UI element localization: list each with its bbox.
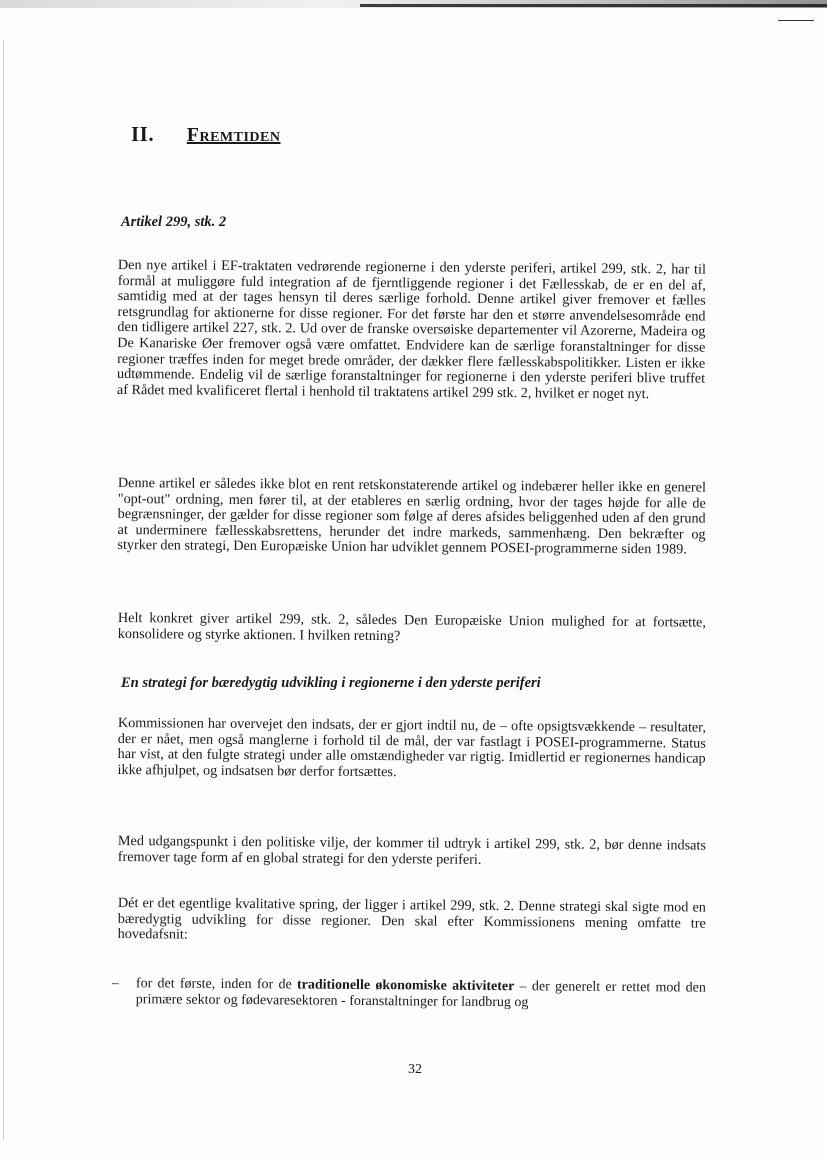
scan-artifact-left-edge (3, 40, 4, 1140)
chapter-number: II. (131, 122, 155, 146)
list-item (112, 976, 706, 1013)
bullet-dash: – (111, 976, 119, 992)
bullet-text-bold: traditionelle økonomiske aktiviteter (296, 977, 515, 995)
paragraph: Med udgangspunkt i den politiske vilje, der kommer til udtryk i artikel 299, stk. 2, bør denne indsats fremover tage form af en global strategi for den yderste periferi. (117, 833, 706, 868)
chapter-title: Fremtiden (186, 124, 281, 146)
bullet-text (136, 976, 706, 1012)
chapter-heading (131, 122, 280, 147)
bullet-text-start: for det første, inden for de (135, 976, 298, 993)
bullet-text-end: – der generelt er rettet mod den primære sektor og fødevaresektoren - foranstaltninger for landbrug og (135, 979, 706, 1011)
scan-artifact-top-dark (360, 4, 827, 7)
section-subheading-article: Artikel 299, stk. 2 (121, 214, 227, 230)
page-number: 32 (408, 1062, 422, 1077)
paragraph: Kommissionen har overvejet den indsats, der er gjort indtil nu, de – ofte opsigtsvækkende – resultater, der er nået, men også manglerne i forhold til de mål, der var fastlagt i POSEI-programmerne. Status har vist, at den fulgte strategi under alle omstændigheder var rigtig. Imidlertid er regionernes handicap ikke afhjulpet, og indsatsen bør derfor fortsættes. (117, 715, 706, 780)
paragraph: Den nye artikel i EF-traktaten vedrørende regionerne i den yderste periferi, artikel 299, stk. 2, har til formål at muliggøre fuld integration af de fjerntliggende regioner i det Fællesskab, de er en del af, samtidig med at der tages hensyn til deres særlige forhold. Denne artikel giver fremover et fælles retsgrundlag for aktionerne for disse regioner. For det første har den et større anvendelsesområde end den tidligere artikel 227, stk. 2. Ud over de franske oversøiske departementer vil Azorerne, Madeira og De Kanariske Øer fremover også være omfattet. Endvidere kan de særlige foranstaltninger for disse regioner træffes inden for meget brede områder, der dækker flere fællesskabspolitikker. Listen er ikke udtømmende. Endelig vil de særlige foranstaltninger for regionerne i den yderste periferi blive truffet af Rådet med kvalificeret flertal i henhold til traktatens artikel 299 stk. 2, hvilket er noget nyt. (116, 257, 706, 402)
paragraph: Dét er det egentlige kvalitative spring, der ligger i artikel 299, stk. 2. Denne strategi skal sigte mod en bæredygtig udvikling for disse regioner. Den skal efter Kommissionens mening omfatte tre hovedafsnit: (117, 895, 706, 943)
section-subheading-strategy: En strategi for bæredygtig udvikling i regionerne i den yderste periferi (121, 675, 541, 691)
paragraph: Denne artikel er således ikke blot en rent retskonstaterende artikel og indebærer heller ikke en generel "opt-out" ordning, men fører til, at der etableres en særlig ordning, hvor der tages højde for alle de begrænsninger, der gælder for disse regioner som følge af deres afsides beliggenhed uden af den grund at underminere fællesskabsrettens, herunder det indre markeds, sammenhæng. Den bekræfter og styrker den strategi, Den Europæiske Union har udviklet gennem POSEI-programmerne siden 1989. (117, 475, 706, 558)
scan-artifact-rule (778, 20, 814, 21)
paragraph: Helt konkret giver artikel 299, stk. 2, således Den Europæiske Union mulighed for at fortsætte, konsolidere og styrke aktionen. I hvilken retning? (117, 610, 706, 644)
